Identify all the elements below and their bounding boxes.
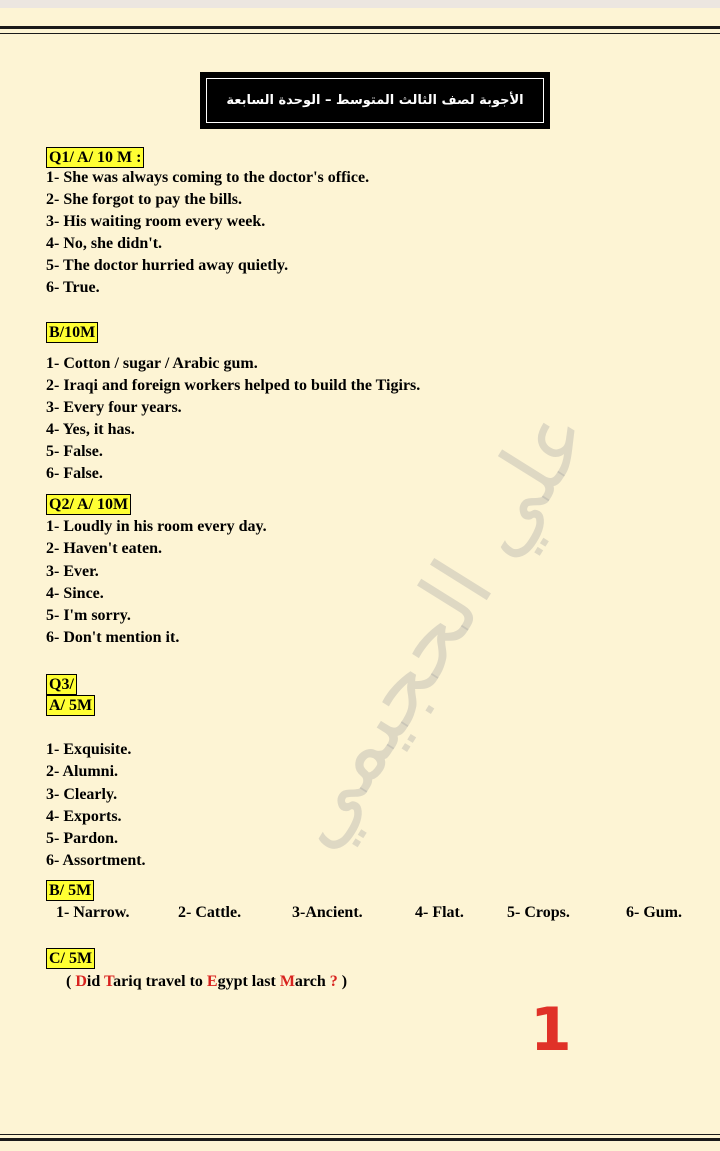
b1-item: 4- Yes, it has. (46, 421, 135, 438)
cap-letter: E (206, 973, 218, 990)
c3-answer-sentence (66, 972, 347, 992)
q1a-item: 4- No, she didn't. (46, 235, 163, 252)
top-rule-thick (0, 26, 720, 29)
bottom-rule-thick (0, 1138, 720, 1141)
top-rule-thin (0, 33, 720, 34)
page-number: 1 (530, 995, 572, 1065)
bottom-rule-thin (0, 1134, 720, 1135)
cap-letter: T (103, 973, 114, 990)
top-strip (0, 0, 720, 8)
q1a-item: 6- True. (46, 279, 100, 296)
word-part: ariq travel to (113, 973, 207, 990)
q1a-item: 1- She was always coming to the doctor's office. (46, 169, 370, 186)
close-paren: ) (337, 973, 348, 990)
word-part: arch (294, 973, 330, 990)
q1a-item: 5- The doctor hurried away quietly. (46, 257, 289, 274)
b3-option: 4- Flat. (415, 904, 464, 921)
question-mark: ? (329, 973, 338, 990)
q3-heading: Q3/ (46, 674, 77, 695)
q2a-item: 2- Haven't eaten. (46, 540, 162, 557)
q2a-item: 1- Loudly in his room every day. (46, 518, 267, 535)
page-title: الأجوبة لصف الثالث المتوسط – الوحدة السابعة (226, 93, 524, 108)
q2a-item: 4- Since. (46, 585, 104, 602)
b1-item: 1- Cotton / sugar / Arabic gum. (46, 355, 258, 372)
q3a-item: 2- Alumni. (46, 763, 119, 780)
q3a-item: 4- Exports. (46, 808, 122, 825)
b3-option: 6- Gum. (626, 904, 682, 921)
b1-item: 3- Every four years. (46, 399, 182, 416)
word-part: id (86, 973, 104, 990)
q1a-heading: Q1/ A/ 10 M : (46, 147, 144, 168)
q3a-heading: A/ 5M (46, 695, 95, 716)
b1-heading: B/10M (46, 322, 98, 343)
b3-heading: B/ 5M (46, 880, 94, 901)
b1-item: 6- False. (46, 465, 103, 482)
q2a-item: 6- Don't mention it. (46, 629, 180, 646)
q2a-item: 3- Ever. (46, 563, 99, 580)
open-paren: ( (66, 973, 76, 990)
q1a-item: 3- His waiting room every week. (46, 213, 266, 230)
title-box (200, 72, 550, 129)
q3a-item: 1- Exquisite. (46, 741, 132, 758)
q2a-heading: Q2/ A/ 10M (46, 494, 131, 515)
b3-option: 1- Narrow. (56, 904, 130, 921)
b3-option: 3-Ancient. (292, 904, 363, 921)
b3-option: 2- Cattle. (178, 904, 242, 921)
b1-item: 2- Iraqi and foreign workers helped to build the Tigirs. (46, 377, 421, 394)
c3-heading: C/ 5M (46, 948, 95, 969)
watermark-signature: علي الحجيمي (258, 387, 611, 866)
q3a-item: 3- Clearly. (46, 786, 118, 803)
b3-option: 5- Crops. (507, 904, 570, 921)
cap-letter: M (279, 973, 295, 990)
b1-item: 5- False. (46, 443, 103, 460)
q3a-item: 5- Pardon. (46, 830, 118, 847)
q3a-item: 6- Assortment. (46, 852, 146, 869)
q2a-item: 5- I'm sorry. (46, 607, 131, 624)
word-part: gypt last (217, 973, 280, 990)
cap-letter: D (75, 973, 87, 990)
q1a-item: 2- She forgot to pay the bills. (46, 191, 242, 208)
